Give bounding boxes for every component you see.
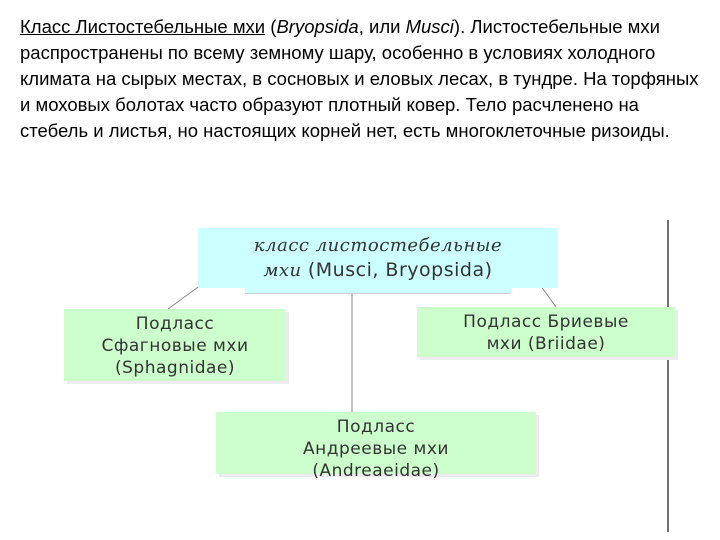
subclass-sphagnidae-box	[64, 309, 286, 381]
subclass-briidae-box	[417, 307, 675, 357]
briidae-line2: мхи (Briidae)	[486, 334, 606, 354]
class-box-prefix: мхи	[263, 260, 308, 281]
latin-name-1: Bryopsida	[276, 16, 359, 37]
or-text: , или	[358, 16, 406, 37]
class-box-latin: (Musci, Bryopsida)	[307, 259, 493, 281]
andreaeidae-line3: (Andreaeidae)	[312, 461, 440, 481]
description-text: Листостебельные мхи распространены по всему земному шару, особенно в условиях холодного климата на сырых местах, в сосновых и еловых лесах, в тундре. На торфяных и моховых болотах часто образуют плотный ковер. Тело расчленено на стебель и листья, но настоящих корней нет, есть многоклеточные ризоиды.	[20, 16, 699, 141]
briidae-line1: Подласс Бриевые	[463, 312, 629, 332]
class-box-line2	[198, 258, 558, 283]
paren-close: ).	[453, 16, 466, 37]
sphagnidae-line1: Подласс	[135, 314, 215, 334]
andreaeidae-line1: Подласс	[336, 417, 416, 437]
latin-name-2: Musci	[405, 16, 454, 37]
class-box-line1: класс листостебельные	[253, 235, 503, 256]
sphagnidae-line3: (Sphagnidae)	[115, 358, 235, 378]
class-box	[198, 228, 558, 288]
class-title: Класс Листостебельные мхи	[20, 16, 266, 37]
paren-open: (	[265, 16, 277, 37]
subclass-andreaeidae-box	[216, 412, 536, 481]
sphagnidae-line2: Сфагновые мхи	[101, 336, 249, 356]
andreaeidae-line2: Андреевые мхи	[303, 439, 449, 459]
